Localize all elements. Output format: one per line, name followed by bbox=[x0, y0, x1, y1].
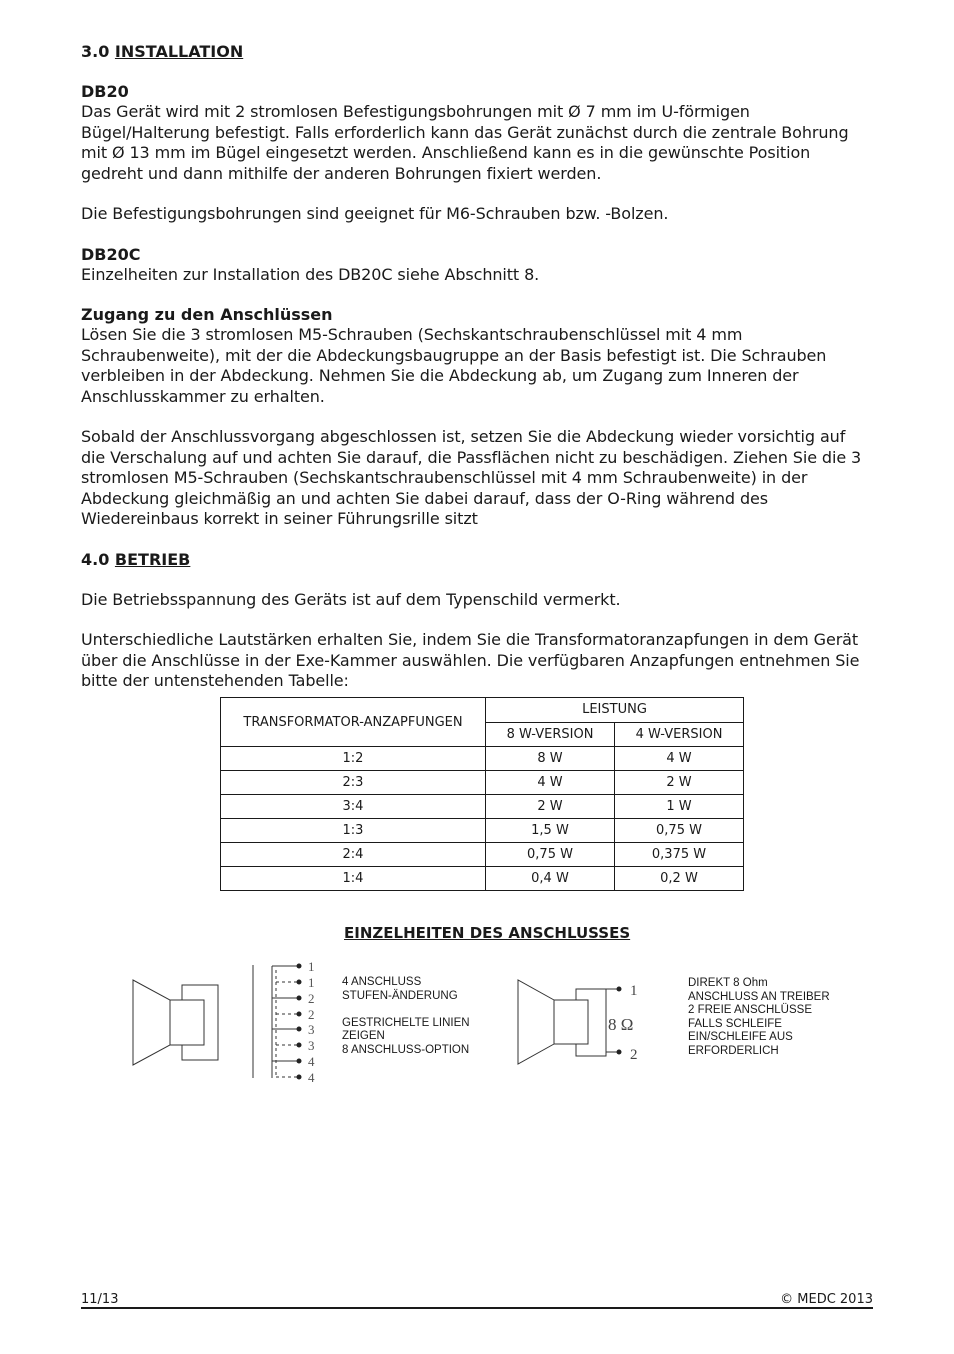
section-3-heading: 3.0 INSTALLATION bbox=[81, 42, 244, 61]
speaker-direct-diagram bbox=[514, 972, 654, 1072]
table-header-taps: TRANSFORMATOR-ANZAPFUNGEN bbox=[221, 698, 486, 747]
table-header-8w: 8 W-VERSION bbox=[486, 722, 615, 747]
terminal-label: 2 bbox=[630, 1047, 638, 1063]
terminal-label: 2 bbox=[308, 1007, 315, 1022]
table-row: 2:4 0,75 W 0,375 W bbox=[221, 843, 744, 867]
left-diagram-notes: 4 ANSCHLUSS STUFEN-ÄNDERUNG GESTRICHELTE LINIEN ZEIGEN 8 ANSCHLUSS-OPTION bbox=[342, 976, 470, 1056]
speaker-4-tap-diagram bbox=[128, 960, 328, 1085]
terminal-label: 1 bbox=[630, 983, 638, 999]
terminal-label: 2 bbox=[308, 991, 315, 1006]
db20-paragraph-2: Die Befestigungsbohrungen sind geeignet für M6-Schrauben bzw. -Bolzen. bbox=[81, 204, 669, 223]
table-row: 1:2 8 W 4 W bbox=[221, 747, 744, 771]
speaker-cone-icon bbox=[133, 980, 170, 1065]
operation-paragraph-2: Unterschiedliche Lautstärken erhalten Sie, indem Sie die Transformatoranzapfungen in dem Gerät über die Anschlüsse in der Exe-Kammer auswählen. Die verfügbaren Anzapfungen entnehmen Sie bitte der untenstehenden Tabelle: bbox=[81, 630, 860, 690]
operation-paragraph-1: Die Betriebsspannung des Geräts ist auf dem Typenschild vermerkt. bbox=[81, 589, 621, 609]
table-header-power: LEISTUNG bbox=[486, 698, 744, 723]
access-heading: Zugang zu den Anschlüssen bbox=[81, 305, 333, 324]
table-row: 1:3 1,5 W 0,75 W bbox=[221, 819, 744, 843]
table-header-4w: 4 W-VERSION bbox=[615, 722, 744, 747]
access-paragraph-2: Sobald der Anschlussvorgang abgeschlossen ist, setzen Sie die Abdeckung wieder vorsichtig auf die Verschalung auf und achten Sie darauf, die Passflächen nicht zu beschädigen. Ziehen Sie die 3 stromlosen M5-Schrauben (Sechskantschraubenschlüssel mit 4 mm Schraubenweite) in der Abdeckung gleichmäßig an und achten Sie dabei darauf, dass der O-Ring während des Wiedereinbaus korrekt in seiner Führungsrille sitzt bbox=[81, 427, 862, 528]
table-row: 3:4 2 W 1 W bbox=[221, 795, 744, 819]
table-row: 2:3 4 W 2 W bbox=[221, 771, 744, 795]
right-diagram-notes: DIREKT 8 Ohm ANSCHLUSS AN TREIBER 2 FREIE ANSCHLÜSSE FALLS SCHLEIFE EIN/SCHLEIFE AUS ERFORDERLICH bbox=[688, 977, 830, 1057]
terminal-label: 1 bbox=[308, 975, 315, 990]
page-number: 11/13 bbox=[81, 1292, 119, 1307]
db20c-paragraph: Einzelheiten zur Installation des DB20C siehe Abschnitt 8. bbox=[81, 264, 540, 284]
terminal-label: 3 bbox=[308, 1038, 315, 1053]
connection-details-title: EINZELHEITEN DES ANSCHLUSSES bbox=[344, 924, 631, 942]
db20-paragraph-1: Das Gerät wird mit 2 stromlosen Befestigungsbohrungen mit Ø 7 mm im U-förmigen Bügel/Halterung befestigt. Falls erforderlich kann das Gerät zunächst durch die zentrale Bohrung mit Ø 13 mm im Bügel eingesetzt werden. Anschließend kann es in die gewünschte Position gedreht und dann mithilfe der anderen Bohrungen fixiert werden. bbox=[81, 102, 849, 183]
terminal-label: 4 bbox=[308, 1070, 315, 1085]
speaker-cone-icon bbox=[518, 980, 554, 1064]
db20c-heading: DB20C bbox=[81, 244, 141, 264]
page-body bbox=[81, 42, 873, 692]
copyright: © MEDC 2013 bbox=[780, 1292, 873, 1307]
terminal-label: 3 bbox=[308, 1022, 315, 1037]
tap-table bbox=[220, 697, 744, 891]
section-4-heading: 4.0 BETRIEB bbox=[81, 549, 191, 569]
access-paragraph-1: Lösen Sie die 3 stromlosen M5-Schrauben (Sechskantschraubenschlüssel mit 4 mm Schraubenweite), mit der die Abdeckungsbaugruppe an der Basis befestigt ist. Die Schrauben verbleiben in der Abdeckung. Nehmen Sie die Abdeckung ab, um Zugang zum Inneren der Anschlusskammer zu erhalten. bbox=[81, 325, 827, 406]
footer-rule bbox=[81, 1307, 873, 1309]
terminal-label: 4 bbox=[308, 1054, 315, 1069]
terminal-label: 1 bbox=[308, 960, 315, 974]
table-row: 1:4 0,4 W 0,2 W bbox=[221, 867, 744, 891]
db20-heading: DB20 bbox=[81, 82, 129, 101]
impedance-label: 8 Ω bbox=[608, 1015, 634, 1034]
